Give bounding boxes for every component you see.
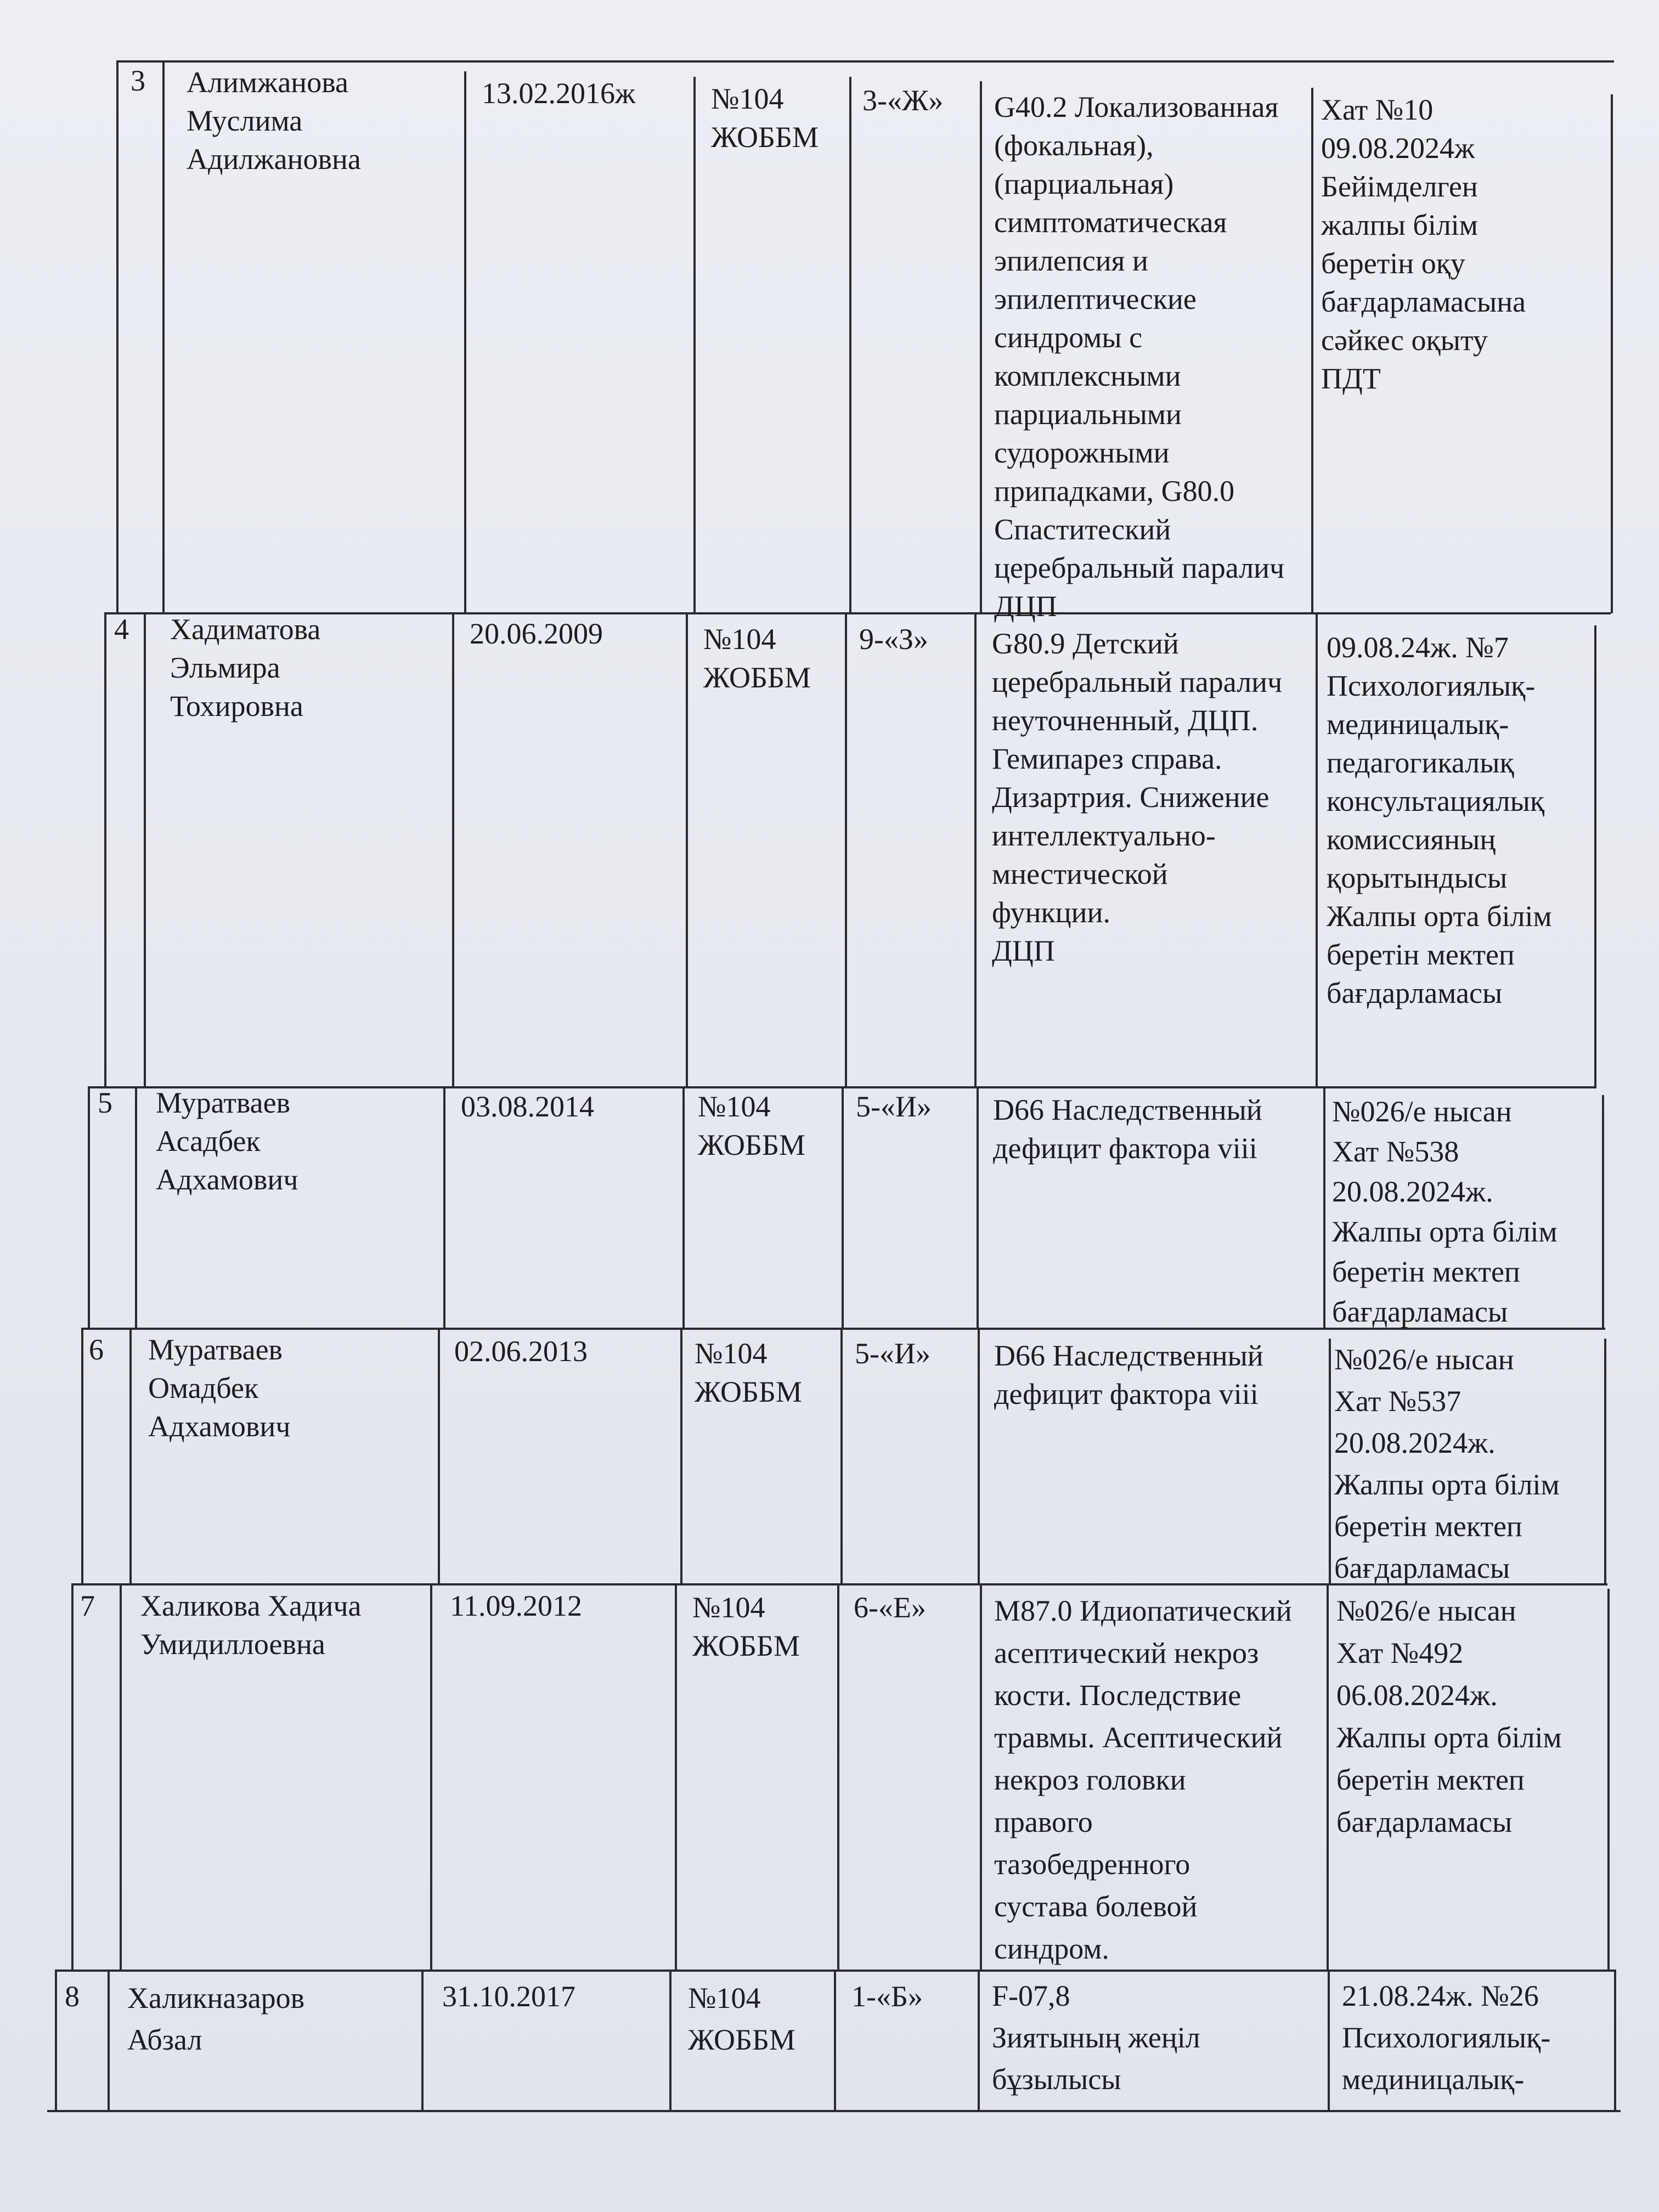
row-number: 5 (98, 1086, 112, 1119)
grade: 1-«Б» (851, 1980, 923, 2013)
table-line (849, 77, 851, 613)
table-line (680, 1328, 682, 1584)
table-line (116, 60, 1614, 63)
table-line (1327, 1583, 1329, 1971)
diagnosis: M87.0 Идиопатический асептический некроз кости. Последствие травмы. Асептический некроз головки правого тазобедренного сустава болевой синдром. (994, 1594, 1292, 1965)
student-name: Хадиматова Эльмира Тохировна (170, 613, 321, 723)
table-line (845, 612, 847, 1087)
table-line (1311, 88, 1313, 613)
table-line (430, 1583, 432, 1971)
student-name: Муратваев Омадбек Адхамович (148, 1333, 291, 1443)
grade: 5-«И» (856, 1090, 932, 1123)
grade: 5-«И» (855, 1337, 930, 1370)
table-line (135, 1086, 137, 1329)
table-line (81, 1328, 83, 1584)
table-line (88, 1086, 90, 1329)
table-line (669, 1970, 672, 2111)
birth-date: 11.09.2012 (450, 1589, 582, 1622)
table-line (686, 612, 688, 1087)
table-line (1614, 1970, 1616, 2111)
row-number: 3 (131, 64, 145, 97)
table-line (108, 1970, 110, 2111)
table-line (129, 1328, 132, 1584)
table-line (144, 612, 146, 1087)
table-line (682, 1086, 685, 1329)
table-line (693, 77, 696, 613)
diagnosis: F-07,8 Зиятының жеңіл бұзылысы (992, 1979, 1200, 2096)
table-line (1323, 1086, 1325, 1329)
table-line (1328, 1970, 1330, 2111)
student-name: Муратваев Асадбек Адхамович (156, 1086, 298, 1196)
school: №104 ЖОББМ (698, 1090, 806, 1161)
diagnosis: D66 Наследственный дефицит фактора viii (994, 1339, 1263, 1410)
table-line (1602, 1095, 1604, 1329)
birth-date: 03.08.2014 (461, 1090, 594, 1123)
document-reference: №026/е нысан Хат №537 20.08.2024ж. Жалпы орта білім беретін мектеп бағдарламасы (1334, 1343, 1560, 1584)
table-line (837, 1583, 839, 1971)
student-name: Алимжанова Муслима Адилжановна (187, 66, 361, 176)
document-reference: №026/е нысан Хат №492 06.08.2024ж. Жалпы орта білім беретін мектеп бағдарламасы (1336, 1594, 1562, 1838)
birth-date: 02.06.2013 (454, 1335, 588, 1368)
table-line (1604, 1339, 1606, 1584)
birth-date: 13.02.2016ж (482, 77, 636, 110)
table-line (974, 612, 977, 1087)
table-line (1611, 94, 1613, 613)
birth-date: 20.06.2009 (470, 617, 603, 650)
table-line (978, 1328, 980, 1584)
row-number: 7 (80, 1589, 95, 1622)
student-name: Халикова Хадича Умидиллоевна (140, 1589, 362, 1661)
diagnosis: G40.2 Локализованная (фокальная), (парциальная) симптоматическая эпилепсия и эпилептические синдромы с комплексными парциальными судорожными припадками, G80.0 Спаститеский церебральный паралич ДЦП (994, 91, 1285, 623)
school: №104 ЖОББМ (692, 1591, 800, 1662)
grade: 6-«Е» (854, 1591, 926, 1624)
table-line (443, 1086, 445, 1329)
table-line (834, 1970, 836, 2111)
table-line (421, 1970, 424, 2111)
grade: 3-«Ж» (862, 84, 944, 117)
birth-date: 31.10.2017 (442, 1980, 575, 2013)
table-line (1594, 625, 1596, 1087)
table-line (464, 71, 466, 613)
document-reference: 09.08.24ж. №7 Психологиялық- мединицалық- педагогикалық консультациялық комиссияның қорытындысы Жалпы орта білім беретін мектеп бағдарламасы (1327, 631, 1552, 1009)
table-line (980, 81, 982, 613)
student-name: Халикназаров Абзал (127, 1982, 305, 2056)
table-line (980, 1583, 982, 1971)
table-line (116, 60, 119, 613)
document-reference: №026/е нысан Хат №538 20.08.2024ж. Жалпы орта білім беретін мектеп бағдарламасы (1332, 1095, 1558, 1328)
grade: 9-«З» (859, 623, 929, 656)
diagnosis: G80.9 Детский церебральный паралич неуточненный, ДЦП. Гемипарез справа. Дизартрия. Снижение интеллектуально- мнестической функции. ДЦП (992, 627, 1283, 967)
table-line (1607, 1589, 1610, 1971)
table-line (842, 1086, 844, 1329)
table-line (977, 1086, 979, 1329)
row-number: 4 (114, 613, 129, 646)
table-line (55, 1970, 57, 2111)
row-number: 6 (89, 1333, 104, 1366)
table-line (104, 612, 106, 1087)
table-line (162, 60, 165, 613)
school: №104 ЖОББМ (711, 82, 819, 154)
table-line (452, 612, 454, 1087)
table-line (104, 612, 1611, 614)
school: №104 ЖОББМ (703, 623, 811, 694)
table-line (71, 1583, 74, 1971)
table-line (1329, 1339, 1331, 1584)
table-line (1316, 612, 1318, 1087)
document-reference: 21.08.24ж. №26 Психологиялық- мединицалық- (1342, 1979, 1551, 2096)
school: №104 ЖОББМ (688, 1982, 796, 2056)
table-line (978, 1970, 980, 2111)
diagnosis: D66 Наследственный дефицит фактора viii (993, 1093, 1262, 1165)
table-line (120, 1583, 122, 1971)
table-line (675, 1583, 677, 1971)
table-line (840, 1328, 843, 1584)
school: №104 ЖОББМ (695, 1337, 803, 1408)
table-line (438, 1328, 440, 1584)
document-reference: Хат №10 09.08.2024ж Бейімделген жалпы білім беретін оқу бағдарламасына сәйкес оқыту ПДТ (1321, 93, 1526, 395)
row-number: 8 (65, 1980, 80, 2013)
